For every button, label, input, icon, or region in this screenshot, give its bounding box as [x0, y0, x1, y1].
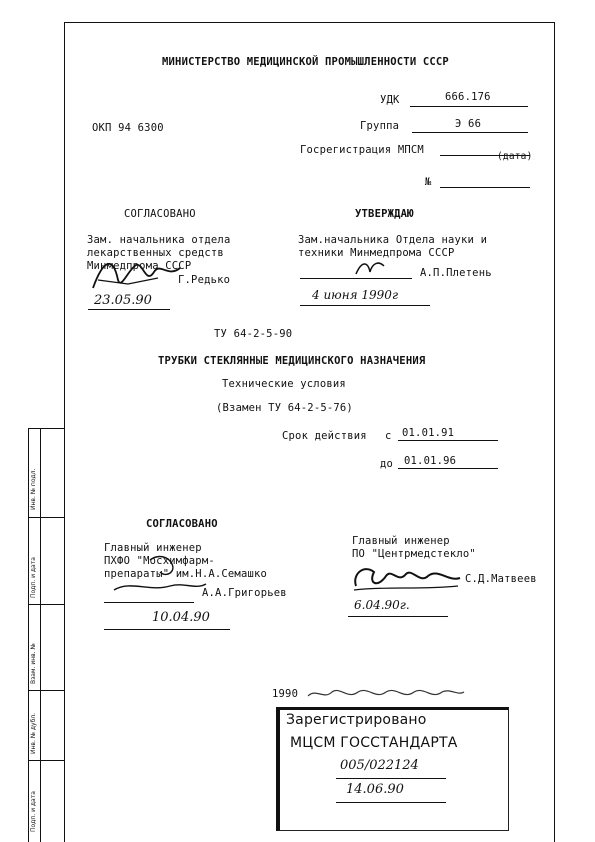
signature-left — [88, 250, 188, 295]
validity-from-label: с — [385, 430, 392, 442]
side-label-4: Инв. № дубл. — [30, 712, 37, 754]
date-caption: (дата) — [497, 151, 533, 162]
approval-left-line2: лекарственных средств — [87, 247, 224, 259]
approval-left-title: СОГЛАСОВАНО — [124, 208, 196, 220]
agreed-right-line1: Главный инженер — [352, 535, 450, 547]
approval-right-line2: техники Минмедпрома СССР — [298, 247, 455, 259]
side-label-3: Взам. инв. № — [30, 643, 37, 684]
agreed-left-date: 10.04.90 — [152, 610, 210, 625]
agreed-left-title: СОГЛАСОВАНО — [146, 518, 218, 530]
udk-value: 666.176 — [445, 91, 491, 103]
validity-from-date: 01.01.91 — [402, 427, 455, 439]
signature-bottom-right — [348, 560, 463, 594]
approval-right-line1: Зам.начальника Отдела науки и — [298, 234, 488, 246]
group-value: Э 66 — [455, 118, 482, 130]
number-label: № — [425, 176, 432, 188]
agreed-right-date: 6.04.90г. — [354, 598, 410, 612]
page-frame-left — [64, 22, 65, 842]
document-title: ТРУБКИ СТЕКЛЯННЫЕ МЕДИЦИНСКОГО НАЗНАЧЕНИЯ — [158, 355, 426, 367]
approval-left-line1: Зам. начальника отдела — [87, 234, 231, 246]
validity-to-date: 01.01.96 — [404, 455, 457, 467]
validity-to-label: до — [380, 458, 394, 470]
agreed-right-name: С.Д.Матвеев — [465, 573, 537, 585]
approval-left-date: 23.05.90 — [94, 293, 152, 308]
agreed-left-line3: препараты" им.Н.А.Семашко — [104, 568, 268, 580]
side-label-5: Подп. и дата — [30, 791, 37, 832]
document-replaces: (Взамен ТУ 64-2-5-76) — [216, 402, 353, 414]
stamp-line2: МЦСМ ГОССТАНДАРТА — [290, 735, 458, 751]
document-code: ТУ 64-2-5-90 — [214, 328, 293, 340]
document-subtitle: Технические условия — [222, 378, 346, 390]
approval-right-date: 4 июня 1990г — [312, 288, 399, 302]
approval-right-name: А.П.Плетень — [420, 267, 492, 279]
footer-year: 1990 — [272, 688, 299, 700]
side-label-2: Подп. и дата — [30, 557, 37, 598]
signature-bottom-left — [110, 550, 210, 600]
agreed-left-line2: ПХФО "Мосхимфарм- — [104, 555, 215, 567]
page-frame-right — [554, 22, 555, 842]
registration-label: Госрегистрация МПСМ — [300, 144, 424, 156]
stamp-number: 005/022124 — [340, 758, 419, 773]
agreed-left-name: А.А.Григорьев — [202, 587, 287, 599]
approval-left-name: Г.Редько — [178, 274, 231, 286]
agreed-left-line1: Главный инженер — [104, 542, 202, 554]
okp-code: ОКП 94 6300 — [92, 122, 164, 134]
ministry-title: МИНИСТЕРСТВО МЕДИЦИНСКОЙ ПРОМЫШЛЕННОСТИ СССР — [162, 56, 449, 68]
approval-left-line3: Минмедпрома СССР — [87, 260, 192, 272]
approval-right-title: УТВЕРЖДАЮ — [355, 208, 414, 220]
agreed-right-line2: ПО "Центрмедстекло" — [352, 548, 476, 560]
validity-label: Срок действия — [282, 430, 367, 442]
udk-label: УДК — [380, 94, 400, 106]
group-label: Группа — [360, 120, 400, 132]
footer-scribble — [306, 684, 466, 702]
stamp-date: 14.06.90 — [346, 782, 404, 797]
stamp-line1: Зарегистрировано — [286, 712, 427, 728]
side-label-1: Инв. № подл. — [30, 468, 37, 510]
page-frame-top — [64, 22, 554, 23]
signature-right — [350, 256, 390, 280]
